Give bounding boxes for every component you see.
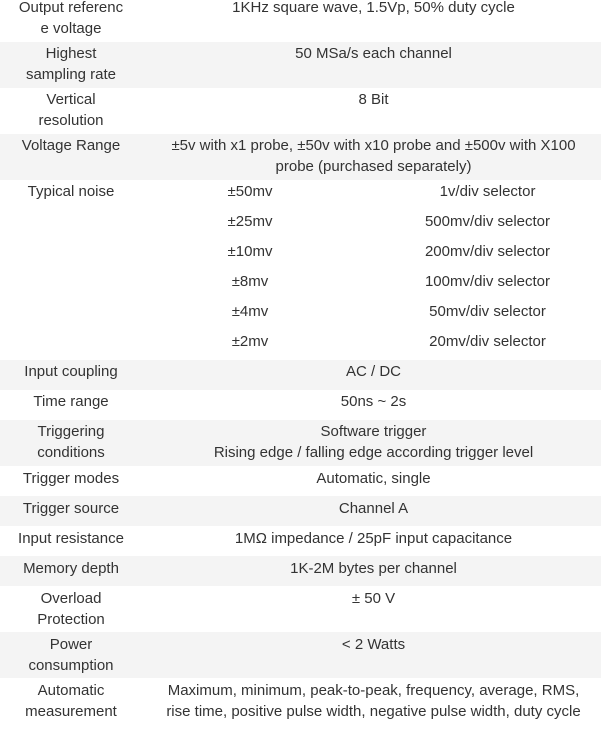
spec-value [146, 558, 601, 579]
spec-row [0, 496, 601, 526]
spec-label [6, 361, 136, 382]
spec-value-line: rise time, positive pulse width, negative pulse width, duty cycle [166, 703, 581, 720]
spec-value-line: 1KHz square wave, 1.5Vp, 50% duty cycle [232, 0, 515, 16]
spec-value-line: probe (purchased separately) [275, 158, 472, 175]
spec-label-line: Highest [45, 45, 97, 62]
spec-label [6, 0, 136, 39]
spec-label-line: sampling rate [25, 66, 117, 83]
spec-value-line: 1MΩ impedance / 25pF input capacitance [234, 530, 513, 547]
spec-label-line: Vertical [46, 91, 96, 108]
spec-label-line: Power [49, 636, 93, 653]
spec-value [146, 0, 601, 18]
spec-value [146, 421, 601, 463]
spec-row [0, 556, 601, 586]
spec-value-line: Maximum, minimum, peak-to-peak, frequency, average, RMS, [167, 682, 580, 699]
spec-value-line: Software trigger [320, 423, 427, 440]
spec-label-line: Automatic [37, 682, 105, 699]
spec-label-line: resolution [38, 112, 104, 129]
noise-level: ±2mv [231, 333, 269, 350]
spec-label-line: Input resistance [18, 530, 124, 547]
noise-row [0, 180, 601, 360]
spec-label [6, 89, 136, 131]
spec-value [146, 135, 601, 177]
spec-value [146, 361, 601, 382]
spec-label [6, 421, 136, 463]
spec-value-line: Channel A [338, 500, 409, 517]
spec-label [6, 498, 136, 519]
spec-value [146, 528, 601, 549]
spec-row [0, 88, 601, 134]
spec-label [6, 634, 136, 676]
spec-value-line: Automatic, single [316, 470, 431, 487]
spec-value-line: ± 50 V [351, 590, 396, 607]
spec-row [0, 420, 601, 466]
spec-value [146, 89, 601, 110]
noise-selector: 50mv/div selector [429, 303, 546, 320]
noise-level: ±8mv [231, 273, 269, 290]
spec-label [6, 528, 136, 549]
noise-level: ±25mv [227, 213, 273, 230]
spec-value [146, 634, 601, 655]
spec-value-line: 50 MSa/s each channel [295, 45, 452, 62]
spec-label [6, 680, 136, 722]
noise-selector: 200mv/div selector [424, 243, 551, 260]
spec-value [146, 588, 601, 609]
spec-label: Typical noise [27, 183, 115, 200]
spec-label-line: measurement [25, 703, 117, 720]
spec-label-line: Overload [40, 590, 102, 607]
spec-label [6, 558, 136, 579]
spec-row [0, 360, 601, 390]
noise-selector: 1v/div selector [439, 183, 536, 200]
spec-label [6, 468, 136, 489]
noise-level: ±4mv [231, 303, 269, 320]
spec-label-line: e voltage [40, 20, 102, 37]
spec-label-line: Time range [33, 393, 109, 410]
spec-label [6, 588, 136, 630]
spec-row [0, 466, 601, 496]
spec-row [0, 0, 601, 42]
spec-value-line: < 2 Watts [341, 636, 406, 653]
spec-value [146, 43, 601, 64]
spec-label-line: Trigger modes [22, 470, 120, 487]
spec-value-line: AC / DC [345, 363, 401, 380]
spec-value-line: 1K-2M bytes per channel [290, 560, 457, 577]
spec-value-line: 50ns ~ 2s [340, 393, 407, 410]
spec-label-line: Trigger source [22, 500, 120, 517]
spec-label-line: Input coupling [24, 363, 118, 380]
spec-value [146, 468, 601, 489]
spec-label [6, 391, 136, 412]
spec-value-line: 8 Bit [358, 91, 389, 108]
noise-level: ±10mv [227, 243, 273, 260]
noise-level: ±50mv [227, 183, 273, 200]
noise-selector: 100mv/div selector [424, 273, 551, 290]
spec-value [146, 680, 601, 722]
spec-row [0, 678, 601, 730]
spec-row [0, 526, 601, 556]
spec-label-line: conditions [37, 444, 105, 461]
spec-label-line: consumption [28, 657, 114, 674]
spec-value-line: Rising edge / falling edge according trigger level [213, 444, 534, 461]
noise-selector: 20mv/div selector [429, 333, 546, 350]
noise-selector: 500mv/div selector [424, 213, 551, 230]
spec-label [6, 135, 136, 156]
spec-value [146, 391, 601, 412]
spec-row [0, 632, 601, 678]
spec-label-line: Voltage Range [21, 137, 121, 154]
spec-label-line: Triggering [37, 423, 105, 440]
spec-row [0, 390, 601, 420]
spec-row [0, 134, 601, 180]
spec-label-line: Protection [37, 611, 105, 628]
spec-row [0, 586, 601, 632]
spec-row [0, 42, 601, 88]
spec-label-line: Output referenc [18, 0, 124, 16]
spec-label [6, 43, 136, 85]
spec-value [146, 498, 601, 519]
spec-label-line: Memory depth [23, 560, 119, 577]
spec-value-line: ±5v with x1 probe, ±50v with x10 probe and ±500v with X100 [171, 137, 576, 154]
